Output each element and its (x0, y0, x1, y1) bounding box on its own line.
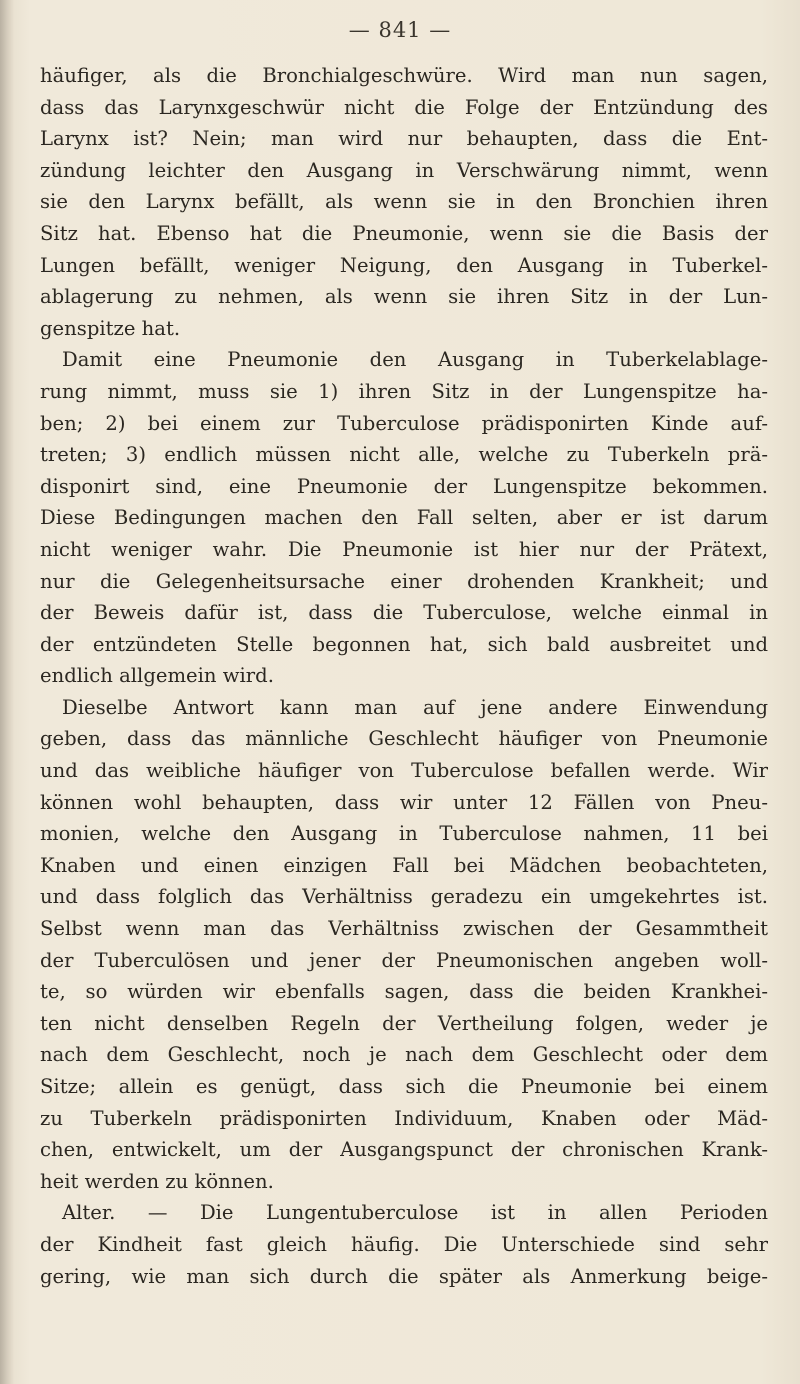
text-line: disponirt sind, eine Pneumonie der Lungenspitze bekommen. (40, 474, 768, 498)
page-gutter (0, 0, 14, 1384)
text-line: sie den Larynx befällt, als wenn sie in den Bronchien ihren (40, 190, 768, 214)
text-line: der entzündeten Stelle begonnen hat, sich bald ausbreitet und (40, 632, 768, 656)
text-line: ablagerung zu nehmen, als wenn sie ihren Sitz in der Lun- (40, 285, 768, 309)
text-line: heit werden zu können. (40, 1169, 274, 1193)
text-line: zu Tuberkeln prädisponirten Individuum, Knaben oder Mäd- (40, 1106, 768, 1130)
text-line: dass das Larynxgeschwür nicht die Folge der Entzündung des (40, 95, 768, 119)
text-line: ten nicht denselben Regeln der Vertheilung folgen, weder je (40, 1011, 768, 1035)
text-line: der Kindheit fast gleich häufig. Die Unterschiede sind sehr (40, 1232, 768, 1256)
text-line: Dieselbe Antwort kann man auf jene andere Einwendung (62, 695, 768, 719)
text-line: nach dem Geschlecht, noch je nach dem Geschlecht oder dem (40, 1043, 768, 1067)
text-line: Diese Bedingungen machen den Fall selten, aber er ist darum (40, 506, 768, 530)
text-line: te, so würden wir ebenfalls sagen, dass die beiden Krankhei- (40, 980, 768, 1004)
text-line: und dass folglich das Verhältniss geradezu ein umgekehrtes ist. (40, 885, 768, 909)
text-line: rung nimmt, muss sie 1) ihren Sitz in der Lungenspitze ha- (40, 379, 768, 403)
text-line: ben; 2) bei einem zur Tuberculose prädisponirten Kinde auf- (40, 411, 768, 435)
text-line: endlich allgemein wird. (40, 664, 274, 688)
text-line: zündung leichter den Ausgang in Verschwärung nimmt, wenn (40, 158, 768, 182)
text-line: der Beweis dafür ist, dass die Tuberculose, welche einmal in (40, 601, 768, 625)
text-line: Lungen befällt, weniger Neigung, den Ausgang in Tuberkel- (40, 253, 768, 277)
page-number: — 841 — (348, 18, 452, 42)
text-line: gering, wie man sich durch die später als Anmerkung beige- (40, 1264, 768, 1288)
text-line: monien, welche den Ausgang in Tuberculose nahmen, 11 bei (40, 822, 768, 846)
text-line: häufiger, als die Bronchialgeschwüre. Wird man nun sagen, (40, 64, 768, 87)
text-line: Sitz hat. Ebenso hat die Pneumonie, wenn sie die Basis der (40, 221, 768, 245)
text-line: Knaben und einen einzigen Fall bei Mädchen beobachteten, (40, 853, 768, 877)
text-line: chen, entwickelt, um der Ausgangspunct der chronischen Krank- (40, 1138, 768, 1162)
text-line: Sitze; allein es genügt, dass sich die Pneumonie bei einem (40, 1075, 768, 1098)
text-line: geben, dass das männliche Geschlecht häufiger von Pneumonie (40, 727, 768, 751)
text-line: können wohl behaupten, dass wir unter 12 Fällen von Pneu- (40, 790, 768, 814)
text-line: Damit eine Pneumonie den Ausgang in Tuberkelablage- (62, 348, 768, 372)
text-line: nur die Gelegenheitsursache einer drohenden Krankheit; und (40, 569, 768, 593)
text-line: treten; 3) endlich müssen nicht alle, welche zu Tuberkeln prä- (40, 443, 768, 467)
text-line: genspitze hat. (40, 316, 181, 340)
text-line: Alter. — Die Lungentuberculose ist in allen Perioden (62, 1201, 768, 1225)
text-line: Selbst wenn man das Verhältniss zwischen der Gesammtheit (40, 917, 768, 941)
text-line: Larynx ist? Nein; man wird nur behaupten, dass die Ent- (40, 127, 768, 151)
text-line: und das weibliche häufiger von Tuberculose befallen werde. Wir (40, 759, 768, 783)
body-text (40, 60, 768, 1292)
text-line: der Tuberculösen und jener der Pneumonischen angeben woll- (40, 948, 768, 972)
text-line: nicht weniger wahr. Die Pneumonie ist hier nur der Prätext, (40, 537, 768, 561)
